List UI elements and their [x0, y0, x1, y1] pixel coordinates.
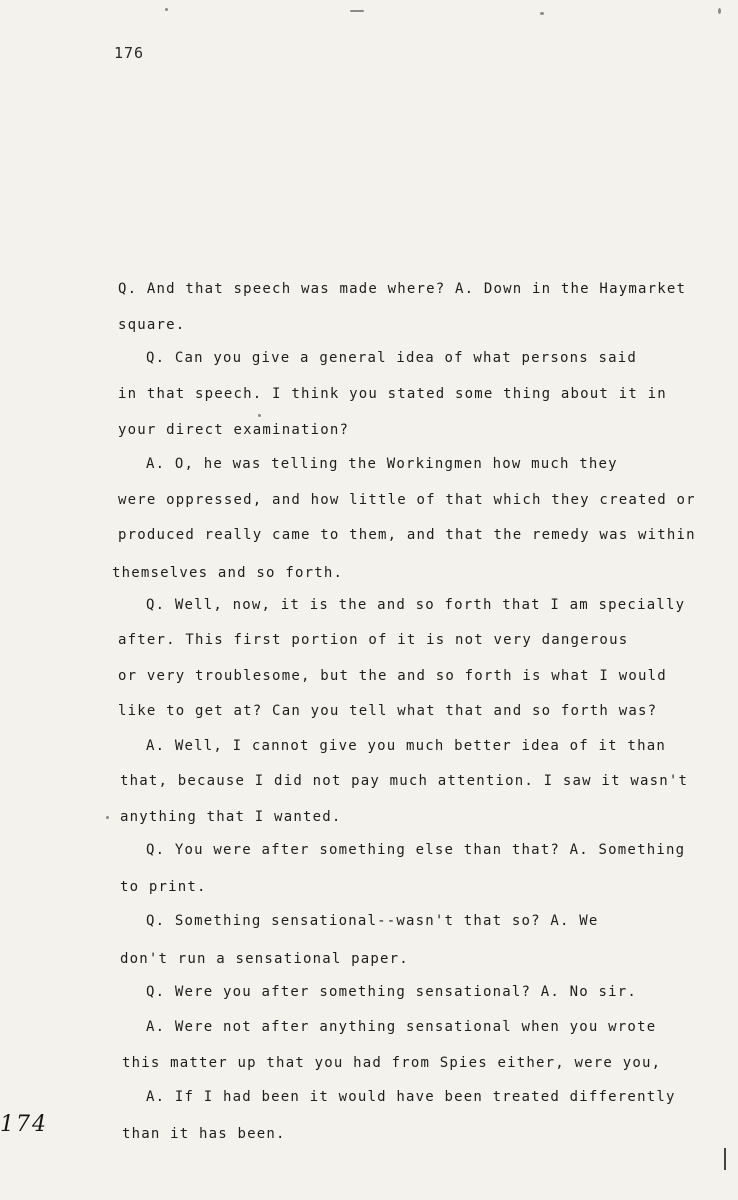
transcript-line: Q. Can you give a general idea of what persons said — [146, 350, 638, 366]
transcript-line: your direct examination? — [118, 422, 350, 438]
scan-speck — [165, 8, 168, 11]
scan-edge-mark — [724, 1148, 726, 1170]
scan-speck — [540, 12, 544, 15]
transcript-line: than it has been. — [122, 1126, 286, 1142]
transcript-line: or very troublesome, but the and so forth is what I would — [118, 668, 667, 684]
transcript-line: Q. And that speech was made where? A. Down in the Haymarket — [118, 281, 687, 297]
transcript-line: were oppressed, and how little of that which they created or — [118, 492, 696, 508]
scan-speck — [106, 816, 109, 819]
transcript-line: square. — [118, 317, 186, 333]
scan-speck — [350, 10, 364, 12]
page-number: 176 — [114, 44, 145, 62]
transcript-line: A. Well, I cannot give you much better idea of it than — [146, 738, 666, 754]
transcript-line: Q. You were after something else than that? A. Something — [146, 842, 686, 858]
scan-speck — [258, 414, 261, 417]
transcript-line: A. If I had been it would have been treated differently — [146, 1089, 676, 1105]
transcript-line: that, because I did not pay much attention. I saw it wasn't — [120, 773, 689, 789]
scan-speck — [718, 8, 721, 14]
transcript-line: produced really came to them, and that the remedy was within — [118, 527, 696, 543]
transcript-line: like to get at? Can you tell what that and so forth was? — [118, 703, 658, 719]
transcript-line: don't run a sensational paper. — [120, 951, 409, 967]
transcript-line: after. This first portion of it is not very dangerous — [118, 632, 629, 648]
transcript-line: in that speech. I think you stated some thing about it in — [118, 386, 667, 402]
transcript-line: Q. Something sensational--wasn't that so? A. We — [146, 913, 599, 929]
transcript-line: themselves and so forth. — [112, 565, 344, 581]
transcript-line: anything that I wanted. — [120, 809, 342, 825]
transcript-line: this matter up that you had from Spies either, were you, — [122, 1055, 662, 1071]
margin-page-annotation: 174 — [0, 1112, 48, 1137]
transcript-line: Q. Were you after something sensational? A. No sir. — [146, 984, 638, 1000]
transcript-line: Q. Well, now, it is the and so forth that I am specially — [146, 597, 686, 613]
transcript-line: A. O, he was telling the Workingmen how much they — [146, 456, 618, 472]
transcript-line: to print. — [120, 879, 207, 895]
transcript-line: A. Were not after anything sensational when you wrote — [146, 1019, 657, 1035]
